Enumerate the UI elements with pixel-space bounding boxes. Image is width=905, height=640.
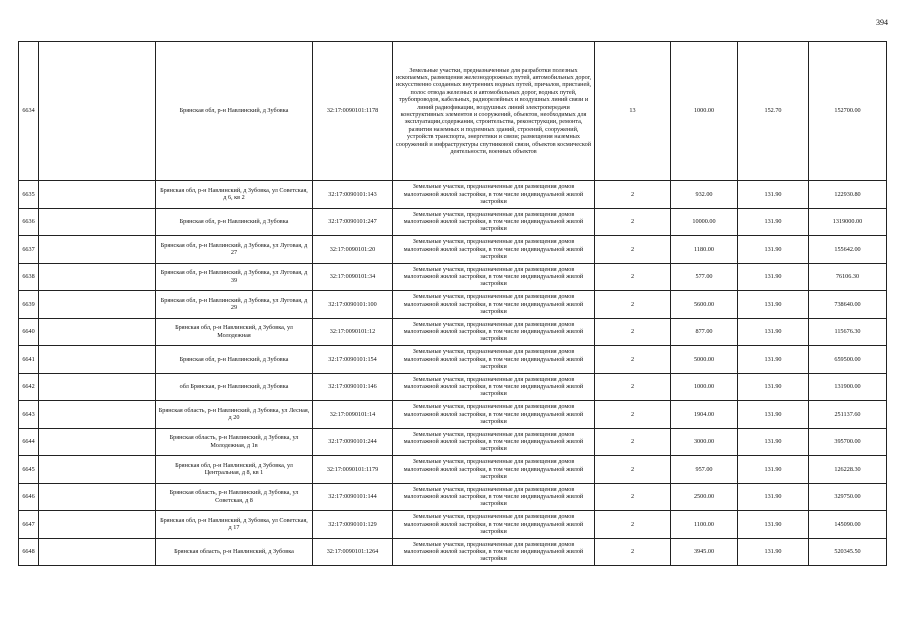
land-use-cell: Земельные участки, предназначенные для размещения домов малоэтажной жилой застройки, в том числе индивидуальной жилой застройки <box>393 456 595 484</box>
cadastral-value-cell: 738640.00 <box>809 291 887 319</box>
specific-value-cell: 131.90 <box>738 538 809 566</box>
specific-value-cell: 131.90 <box>738 208 809 236</box>
address-cell: Брянская обл, р-н Навлинский, д Зубовка, ул Молодежная <box>156 318 313 346</box>
area-cell: 1180.00 <box>671 236 738 264</box>
spacer-cell <box>39 456 156 484</box>
group-cell: 2 <box>595 511 671 539</box>
cadastral-number-cell: 32:17:0090101:34 <box>313 263 393 291</box>
table-row <box>19 346 887 374</box>
cadastral-number-cell: 32:17:0090101:154 <box>313 346 393 374</box>
row-number-cell: 6640 <box>19 318 39 346</box>
specific-value-cell: 131.90 <box>738 401 809 429</box>
area-cell: 1000.00 <box>671 373 738 401</box>
specific-value-cell: 131.90 <box>738 318 809 346</box>
table-row <box>19 373 887 401</box>
table-body <box>19 42 887 566</box>
table-row <box>19 208 887 236</box>
address-cell: Брянская область, р-н Навлинский, д Зубовка, ул Молодежная, д 1в <box>156 428 313 456</box>
land-use-cell: Земельные участки, предназначенные для размещения домов малоэтажной жилой застройки, в том числе индивидуальной жилой застройки <box>393 236 595 264</box>
cadastral-value-cell: 126228.30 <box>809 456 887 484</box>
specific-value-cell: 131.90 <box>738 373 809 401</box>
cadastral-value-cell: 131900.00 <box>809 373 887 401</box>
cadastral-value-cell: 155642.00 <box>809 236 887 264</box>
table-row <box>19 318 887 346</box>
address-cell: Брянская обл, р-н Навлинский, д Зубовка, ул Советская, д 17 <box>156 511 313 539</box>
area-cell: 2500.00 <box>671 483 738 511</box>
group-cell: 2 <box>595 346 671 374</box>
row-number-cell: 6644 <box>19 428 39 456</box>
address-cell: Брянская обл, р-н Навлинский, д Зубовка, ул Советская, д 6, кв 2 <box>156 181 313 209</box>
specific-value-cell: 131.90 <box>738 483 809 511</box>
specific-value-cell: 131.90 <box>738 511 809 539</box>
specific-value-cell: 131.90 <box>738 236 809 264</box>
cadastral-value-cell: 76106.30 <box>809 263 887 291</box>
group-cell: 2 <box>595 181 671 209</box>
row-number-cell: 6637 <box>19 236 39 264</box>
area-cell: 577.00 <box>671 263 738 291</box>
area-cell: 3945.00 <box>671 538 738 566</box>
spacer-cell <box>39 318 156 346</box>
land-use-cell: Земельные участки, предназначенные для размещения домов малоэтажной жилой застройки, в том числе индивидуальной жилой застройки <box>393 483 595 511</box>
row-number-cell: 6641 <box>19 346 39 374</box>
group-cell: 2 <box>595 428 671 456</box>
specific-value-cell: 131.90 <box>738 346 809 374</box>
spacer-cell <box>39 208 156 236</box>
group-cell: 2 <box>595 456 671 484</box>
cadastral-number-cell: 32:17:0090101:244 <box>313 428 393 456</box>
address-cell: Брянская область, р-н Навлинский, д Зубовка, ул Лесная, д 20 <box>156 401 313 429</box>
cadastral-number-cell: 32:17:0090101:1264 <box>313 538 393 566</box>
group-cell: 2 <box>595 373 671 401</box>
table-row <box>19 456 887 484</box>
cadastral-number-cell: 32:17:0090101:146 <box>313 373 393 401</box>
table-row <box>19 263 887 291</box>
row-number-cell: 6638 <box>19 263 39 291</box>
specific-value-cell: 131.90 <box>738 456 809 484</box>
cadastral-value-cell: 395700.00 <box>809 428 887 456</box>
cadastral-value-cell: 1319000.00 <box>809 208 887 236</box>
specific-value-cell: 131.90 <box>738 291 809 319</box>
area-cell: 5600.00 <box>671 291 738 319</box>
area-cell: 3000.00 <box>671 428 738 456</box>
row-number-cell: 6646 <box>19 483 39 511</box>
spacer-cell <box>39 236 156 264</box>
specific-value-cell: 131.90 <box>738 428 809 456</box>
cadastral-number-cell: 32:17:0090101:129 <box>313 511 393 539</box>
land-use-cell: Земельные участки, предназначенные для размещения домов малоэтажной жилой застройки, в том числе индивидуальной жилой застройки <box>393 511 595 539</box>
address-cell: Брянская обл, р-н Навлинский, д Зубовка, ул Центральная, д 8, кв 1 <box>156 456 313 484</box>
land-use-cell: Земельные участки, предназначенные для размещения домов малоэтажной жилой застройки, в том числе индивидуальной жилой застройки <box>393 291 595 319</box>
table-row <box>19 511 887 539</box>
table-row <box>19 428 887 456</box>
cadastral-value-cell: 659500.00 <box>809 346 887 374</box>
area-cell: 877.00 <box>671 318 738 346</box>
spacer-cell <box>39 263 156 291</box>
area-cell: 957.00 <box>671 456 738 484</box>
cadastral-value-cell: 329750.00 <box>809 483 887 511</box>
cadastral-number-cell: 32:17:0090101:100 <box>313 291 393 319</box>
spacer-cell <box>39 511 156 539</box>
area-cell: 1904.00 <box>671 401 738 429</box>
land-use-cell: Земельные участки, предназначенные для разработки полезных ископаемых, размещения железнодорожных путей, автомобильных дорог, искусственно созданных внутренних водных путей, причалов, пристаней, полос отвода железных и автомобильных дорог, водных путей, трубопроводов, кабельных, радиорелейных и воздушных линий связи и линий радиофикации, воздушных линий электропередачи конструктивных элементов и сооружений, объектов, необходимых для эксплуатации,содержания, строительства, реконструкции, ремонта, развития наземных и подземных зданий, строений, сооружений, устройств транспорта, энергетики и связи; размещения наземных сооружений и инфраструктуры спутниковой связи, объектов космической деятельности, военных объектов <box>393 42 595 181</box>
land-use-cell: Земельные участки, предназначенные для размещения домов малоэтажной жилой застройки, в том числе индивидуальной жилой застройки <box>393 318 595 346</box>
spacer-cell <box>39 346 156 374</box>
land-use-cell: Земельные участки, предназначенные для размещения домов малоэтажной жилой застройки, в том числе индивидуальной жилой застройки <box>393 346 595 374</box>
group-cell: 2 <box>595 208 671 236</box>
area-cell: 5000.00 <box>671 346 738 374</box>
cadastral-number-cell: 32:17:0090101:14 <box>313 401 393 429</box>
row-number-cell: 6634 <box>19 42 39 181</box>
row-number-cell: 6647 <box>19 511 39 539</box>
cadastral-value-cell: 251137.60 <box>809 401 887 429</box>
area-cell: 10000.00 <box>671 208 738 236</box>
page-number: 394 <box>876 18 888 27</box>
row-number-cell: 6645 <box>19 456 39 484</box>
spacer-cell <box>39 181 156 209</box>
cadastral-number-cell: 32:17:0090101:12 <box>313 318 393 346</box>
land-use-cell: Земельные участки, предназначенные для размещения домов малоэтажной жилой застройки, в том числе индивидуальной жилой застройки <box>393 263 595 291</box>
area-cell: 1000.00 <box>671 42 738 181</box>
land-use-cell: Земельные участки, предназначенные для размещения домов малоэтажной жилой застройки, в том числе индивидуальной жилой застройки <box>393 428 595 456</box>
cadastral-number-cell: 32:17:0090101:1179 <box>313 456 393 484</box>
address-cell: обл Брянская, р-н Навлинский, д Зубовка <box>156 373 313 401</box>
group-cell: 2 <box>595 236 671 264</box>
cadastral-value-cell: 115676.30 <box>809 318 887 346</box>
land-use-cell: Земельные участки, предназначенные для размещения домов малоэтажной жилой застройки, в том числе индивидуальной жилой застройки <box>393 401 595 429</box>
group-cell: 2 <box>595 401 671 429</box>
cadastral-number-cell: 32:17:0090101:143 <box>313 181 393 209</box>
group-cell: 2 <box>595 538 671 566</box>
row-number-cell: 6635 <box>19 181 39 209</box>
cadastral-value-cell: 122930.80 <box>809 181 887 209</box>
table-row <box>19 42 887 181</box>
area-cell: 932.00 <box>671 181 738 209</box>
cadastral-number-cell: 32:17:0090101:247 <box>313 208 393 236</box>
table-row <box>19 291 887 319</box>
row-number-cell: 6639 <box>19 291 39 319</box>
cadastral-table <box>18 41 887 566</box>
row-number-cell: 6643 <box>19 401 39 429</box>
address-cell: Брянская обл, р-н Навлинский, д Зубовка <box>156 42 313 181</box>
address-cell: Брянская обл, р-н Навлинский, д Зубовка <box>156 346 313 374</box>
group-cell: 13 <box>595 42 671 181</box>
land-use-cell: Земельные участки, предназначенные для размещения домов малоэтажной жилой застройки, в том числе индивидуальной жилой застройки <box>393 373 595 401</box>
row-number-cell: 6648 <box>19 538 39 566</box>
spacer-cell <box>39 428 156 456</box>
spacer-cell <box>39 401 156 429</box>
cadastral-number-cell: 32:17:0090101:20 <box>313 236 393 264</box>
spacer-cell <box>39 373 156 401</box>
table-row <box>19 483 887 511</box>
cadastral-value-cell: 145090.00 <box>809 511 887 539</box>
group-cell: 2 <box>595 291 671 319</box>
land-use-cell: Земельные участки, предназначенные для размещения домов малоэтажной жилой застройки, в том числе индивидуальной жилой застройки <box>393 181 595 209</box>
row-number-cell: 6636 <box>19 208 39 236</box>
land-use-cell: Земельные участки, предназначенные для размещения домов малоэтажной жилой застройки, в том числе индивидуальной жилой застройки <box>393 538 595 566</box>
cadastral-value-cell: 152700.00 <box>809 42 887 181</box>
area-cell: 1100.00 <box>671 511 738 539</box>
table-row <box>19 538 887 566</box>
specific-value-cell: 131.90 <box>738 263 809 291</box>
spacer-cell <box>39 483 156 511</box>
address-cell: Брянская область, р-н Навлинский, д Зубовка, ул Советская, д 8 <box>156 483 313 511</box>
group-cell: 2 <box>595 318 671 346</box>
spacer-cell <box>39 291 156 319</box>
spacer-cell <box>39 42 156 181</box>
group-cell: 2 <box>595 483 671 511</box>
address-cell: Брянская обл, р-н Навлинский, д Зубовка <box>156 208 313 236</box>
address-cell: Брянская обл, р-н Навлинский, д Зубовка, ул Луговая, д 39 <box>156 263 313 291</box>
specific-value-cell: 152.70 <box>738 42 809 181</box>
address-cell: Брянская обл, р-н Навлинский, д Зубовка, ул Луговая, д 29 <box>156 291 313 319</box>
land-use-cell: Земельные участки, предназначенные для размещения домов малоэтажной жилой застройки, в том числе индивидуальной жилой застройки <box>393 208 595 236</box>
row-number-cell: 6642 <box>19 373 39 401</box>
group-cell: 2 <box>595 263 671 291</box>
specific-value-cell: 131.90 <box>738 181 809 209</box>
table-row <box>19 236 887 264</box>
spacer-cell <box>39 538 156 566</box>
table-row <box>19 181 887 209</box>
address-cell: Брянская область, р-н Навлинский, д Зубовка <box>156 538 313 566</box>
cadastral-number-cell: 32:17:0090101:144 <box>313 483 393 511</box>
cadastral-number-cell: 32:17:0090101:1178 <box>313 42 393 181</box>
address-cell: Брянская обл, р-н Навлинский, д Зубовка, ул Луговая, д 27 <box>156 236 313 264</box>
cadastral-value-cell: 520345.50 <box>809 538 887 566</box>
table-row <box>19 401 887 429</box>
